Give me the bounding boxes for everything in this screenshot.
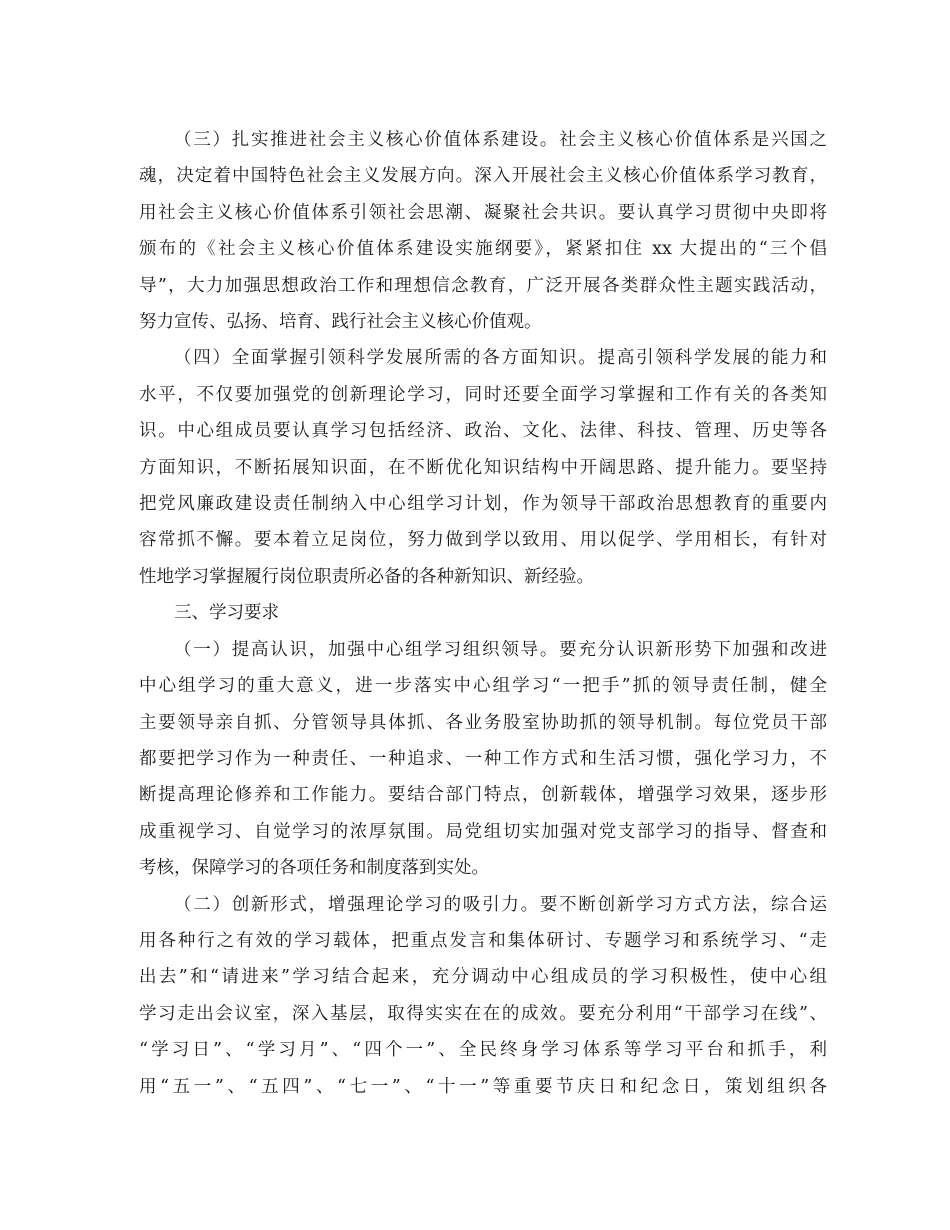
section-heading	[139, 595, 827, 631]
text-line: 把党风廉政建设责任制纳入中心组学习计划，作为领导干部政治思想教育的重要内	[139, 494, 827, 515]
text-line: 颁布的《社会主义核心价值体系建设实施纲要》，紧紧扣住 xx 大提出的“三个倡	[139, 239, 827, 260]
text-line: 主要领导亲自抓、分管领导具体抓、各业务股室协助抓的领导机制。每位党员干部	[139, 712, 827, 733]
text-line: 出去”和“请进来”学习结合起来，充分调动中心组成员的学习积极性，使中心组	[139, 967, 827, 988]
text-line: 方面知识，不断拓展知识面，在不断优化知识结构中开阔思路、提升能力。要坚持	[139, 457, 827, 478]
text-line: 三、学习要求	[174, 603, 279, 624]
text-line: 努力宣传、弘扬、培育、践行社会主义核心价值观。	[139, 312, 542, 333]
paragraph	[139, 122, 827, 340]
text-line: 用社会主义核心价值体系引领社会思潮、凝聚社会共识。要认真学习贯彻中央即将	[139, 202, 827, 223]
paragraph	[139, 632, 827, 887]
text-line: 导”，大力加强思想政治工作和理想信念教育，广泛开展各类群众性主题实践活动，	[139, 275, 827, 296]
text-line: （二）创新形式，增强理论学习的吸引力。要不断创新学习方式方法，综合运	[174, 894, 827, 915]
text-line: 识。中心组成员要认真学习包括经济、政治、文化、法律、科技、管理、历史等各	[139, 421, 827, 442]
text-line: 魂，决定着中国特色社会主义发展方向。深入开展社会主义核心价值体系学习教育，	[139, 166, 827, 187]
text-line: 断提高理论修养和工作能力。要结合部门特点，创新载体，增强学习效果，逐步形	[139, 785, 827, 806]
text-line: 考核，保障学习的各项任务和制度落到实处。	[139, 858, 489, 879]
text-line: （三）扎实推进社会主义核心价值体系建设。社会主义核心价值体系是兴国之	[174, 130, 827, 150]
text-line: 成重视学习、自觉学习的浓厚氛围。局党组切实加强对党支部学习的指导、督查和	[139, 821, 827, 842]
text-line: 容常抓不懈。要本着立足岗位，努力做到学以致用、用以促学、学用相长，有针对	[139, 530, 827, 551]
document-body	[139, 122, 827, 1105]
paragraph	[139, 340, 827, 595]
text-line: “学习日”、“学习月”、“四个一”、全民终身学习体系等学习平台和抓手，利	[139, 1040, 827, 1061]
text-line: （四）全面掌握引领科学发展所需的各方面知识。提高引领科学发展的能力和	[174, 348, 827, 369]
text-line: 学习走出会议室，深入基层，取得实实在在的成效。要充分利用“干部学习在线”、	[139, 1003, 827, 1024]
text-line: 都要把学习作为一种责任、一种追求、一种工作方式和生活习惯，强化学习力，不	[139, 748, 827, 769]
text-line: 中心组学习的重大意义，进一步落实中心组学习“一把手”抓的领导责任制，健全	[139, 676, 827, 697]
text-line: 性地学习掌握履行岗位职责所必备的各种新知识、新经验。	[139, 566, 594, 587]
text-line: （一）提高认识，加强中心组学习组织领导。要充分认识新形势下加强和改进	[174, 639, 827, 660]
paragraph	[139, 887, 827, 1105]
text-line: 用“五一”、“五四”、“七一”、“十一”等重要节庆日和纪念日，策划组织各	[139, 1076, 827, 1097]
text-line: 用各种行之有效的学习载体，把重点发言和集体研讨、专题学习和系统学习、“走	[139, 930, 827, 951]
text-line: 水平，不仅要加强党的创新理论学习，同时还要全面学习掌握和工作有关的各类知	[139, 384, 827, 405]
